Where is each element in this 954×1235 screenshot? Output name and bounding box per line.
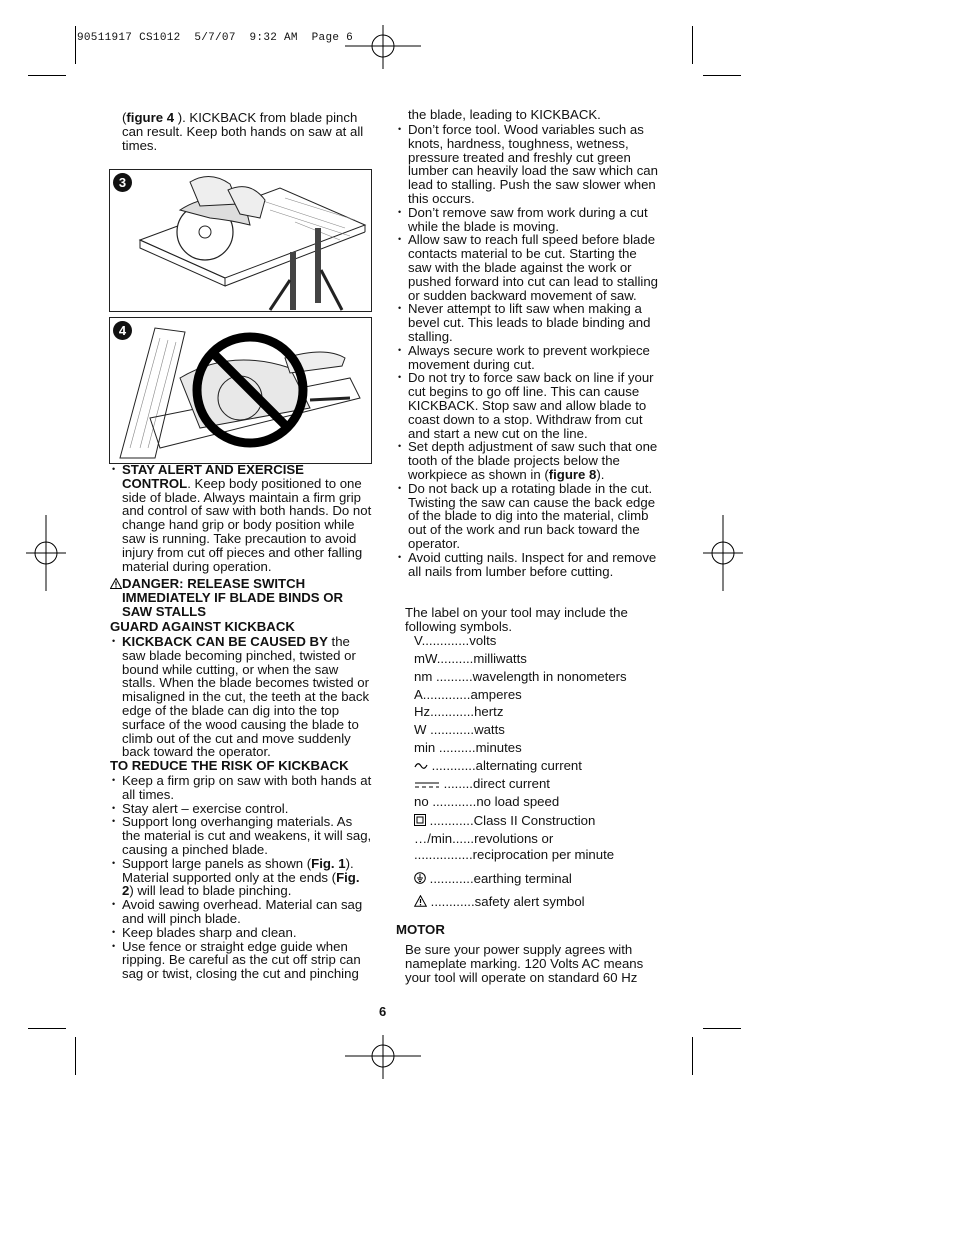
- symbol-meaning: milliwatts: [473, 651, 527, 666]
- symbol-meaning: watts: [474, 722, 505, 737]
- symbol-meaning: volts: [469, 633, 497, 648]
- symbol-row: [414, 759, 582, 774]
- symbol-row: [414, 895, 585, 910]
- list-item: • Keep a firm grip on saw with both hands at all times.: [110, 774, 372, 802]
- symbol-row: [414, 688, 522, 702]
- motor-heading: MOTOR: [396, 922, 445, 937]
- symbol-key: V.............: [414, 633, 470, 648]
- crop-mark: [28, 1028, 66, 1029]
- symbol-meaning: direct current: [472, 776, 550, 791]
- symbol-row: [414, 705, 503, 719]
- list-item: • Support large panels as shown (Fig. 1). Material supported only at the ends (Fig. 2) will lead to blade pinching.: [110, 857, 372, 898]
- alert-icon: [414, 895, 427, 910]
- symbol-row: [414, 795, 559, 809]
- class2-icon: [414, 814, 426, 829]
- symbol-meaning: reciprocation per minute: [472, 847, 615, 862]
- symbol-key: …/min......: [414, 831, 475, 846]
- symbol-meaning: earthing terminal: [473, 871, 572, 886]
- symbol-key: ............: [426, 813, 474, 828]
- list-item: • Do not try to force saw back on line if your cut begins to go off line. This can cause KICKBACK. Stop saw and allow blade to coast down to a stop. Withdraw from cut and start a new cut on the line.: [396, 371, 658, 440]
- list-item: • Support long overhanging materials. As the material is cut and weakens, it will sag, causing a pinched blade.: [110, 815, 372, 856]
- symbol-key: no ............: [414, 794, 477, 809]
- symbol-row: [414, 814, 595, 829]
- symbol-meaning: minutes: [475, 740, 522, 755]
- dc-icon: [414, 778, 440, 792]
- symbol-key: ............: [426, 871, 474, 886]
- crop-mark: [75, 26, 76, 64]
- stay-alert-item: • STAY ALERT AND EXERCISE CONTROL. Keep body positioned to one side of blade. Always maintain a firm grip and control of saw with both hands. Do not change hand grip or body position while saw is running. Take precaution to avoid injury from cut off pieces and other falling material during operation.: [110, 463, 372, 573]
- symbol-meaning: revolutions or: [474, 831, 554, 846]
- symbol-key: ............: [428, 758, 476, 773]
- reduce-list: [110, 774, 372, 981]
- list-item: • Don’t force tool. Wood variables such as knots, hardness, toughness, wetness, pressure treated and freshly cut green lumber can heavily load the saw which can lead to stalling. Push the saw slower when this occurs.: [396, 123, 658, 206]
- earth-icon: [414, 872, 426, 887]
- registration-mark-bottom: [345, 1035, 421, 1079]
- ac-icon: [414, 760, 428, 774]
- symbol-meaning: hertz: [474, 704, 504, 719]
- kickback-prohibited-illustration: [110, 318, 371, 463]
- list-item: • Do not back up a rotating blade in the cut. Twisting the saw can cause the back edge of the blade to dig into the material, climb out of the work and run back toward the operator.: [396, 482, 658, 551]
- symbol-meaning: wavelength in nonometers: [472, 669, 627, 684]
- crop-mark: [692, 26, 693, 64]
- motor-paragraph: Be sure your power supply agrees with nameplate marking. 120 Volts AC means your tool will operate on standard 60 Hz: [405, 942, 644, 985]
- list-item: • Avoid sawing overhead. Material can sag and will pinch blade.: [110, 898, 372, 926]
- symbol-key: nm ..........: [414, 669, 473, 684]
- print-slug: 90511917 CS1012 5/7/07 9:32 AM Page 6: [77, 32, 354, 44]
- symbol-meaning: Class II Construction: [473, 813, 596, 828]
- label-intro: The label on your tool may include the following symbols.: [405, 605, 628, 634]
- list-item: • Never attempt to lift saw when making a bevel cut. This leads to blade binding and stalling.: [396, 302, 658, 343]
- symbol-key: ........: [440, 776, 473, 791]
- continued-text: the blade, leading to KICKBACK.: [408, 107, 601, 122]
- symbol-meaning: no load speed: [476, 794, 560, 809]
- symbol-row: [414, 723, 505, 737]
- symbol-row: [414, 777, 550, 792]
- symbol-key: ............: [427, 894, 475, 909]
- saw-cutting-illustration: [110, 170, 371, 311]
- registration-mark-top: [345, 25, 421, 69]
- figure-number-badge: 4: [113, 321, 132, 340]
- intro-paragraph: (figure 4 ). KICKBACK from blade pinch can result. Keep both hands on saw at all times.: [122, 110, 364, 153]
- symbol-meaning: amperes: [470, 687, 522, 702]
- symbol-key: W ............: [414, 722, 475, 737]
- list-item: • Set depth adjustment of saw such that one tooth of the blade projects below the workpiece as shown in (figure 8).: [396, 440, 658, 481]
- crop-mark: [28, 75, 66, 76]
- page-number: 6: [379, 1004, 387, 1019]
- kickback-cause-item: • KICKBACK CAN BE CAUSED BY the saw blade becoming pinched, twisted or bound while cutting, or when the saw stalls. When the blade becomes twisted or misaligned in the cut, the teeth at the back edge of the blade can dig into the top surface of the wood causing the blade to climb out of the cut and move suddenly back toward the operator.: [110, 635, 372, 759]
- symbol-meaning: safety alert symbol: [474, 894, 585, 909]
- list-item: • Always secure work to prevent workpiece movement during cut.: [396, 344, 658, 372]
- symbol-key: A.............: [414, 687, 471, 702]
- symbol-row: [414, 652, 527, 666]
- symbol-row: [414, 670, 627, 684]
- crop-mark: [703, 75, 741, 76]
- reduce-heading: TO REDUCE THE RISK OF KICKBACK: [110, 758, 349, 773]
- list-item: • Keep blades sharp and clean.: [110, 926, 372, 940]
- symbol-row: [414, 741, 522, 755]
- right-list: [396, 123, 658, 578]
- list-item: • Avoid cutting nails. Inspect for and remove all nails from lumber before cutting.: [396, 551, 658, 579]
- symbol-key: Hz............: [414, 704, 475, 719]
- symbol-row: [414, 872, 572, 887]
- safety-alert-icon: [110, 578, 122, 589]
- crop-mark: [692, 1037, 693, 1075]
- symbol-key: min ..........: [414, 740, 476, 755]
- symbol-row: [414, 634, 496, 648]
- symbol-row: [414, 848, 614, 862]
- symbol-row: [414, 832, 553, 846]
- symbol-meaning: alternating current: [475, 758, 582, 773]
- list-item: • Allow saw to reach full speed before blade contacts material to be cut. Starting the saw with the blade against the work or pushed forward into cut can lead to stalling or sudden backward movement of saw.: [396, 233, 658, 302]
- danger-warning: DANGER: RELEASE SWITCH IMMEDIATELY IF BLADE BINDS OR SAW STALLS: [110, 577, 372, 618]
- symbol-key: mW..........: [414, 651, 474, 666]
- guard-heading: GUARD AGAINST KICKBACK: [110, 619, 295, 634]
- registration-mark-left: [26, 515, 66, 591]
- crop-mark: [703, 1028, 741, 1029]
- list-item: • Don’t remove saw from work during a cut while the blade is moving.: [396, 206, 658, 234]
- figure-4: [109, 317, 372, 464]
- list-item: • Stay alert – exercise control.: [110, 802, 372, 816]
- figure-number-badge: 3: [113, 173, 132, 192]
- crop-mark: [75, 1037, 76, 1075]
- registration-mark-right: [703, 515, 743, 591]
- figure-3: [109, 169, 372, 312]
- symbol-key: ................: [414, 847, 473, 862]
- list-item: • Use fence or straight edge guide when ripping. Be careful as the cut off strip can sag or twist, closing the cut and pinching: [110, 940, 372, 981]
